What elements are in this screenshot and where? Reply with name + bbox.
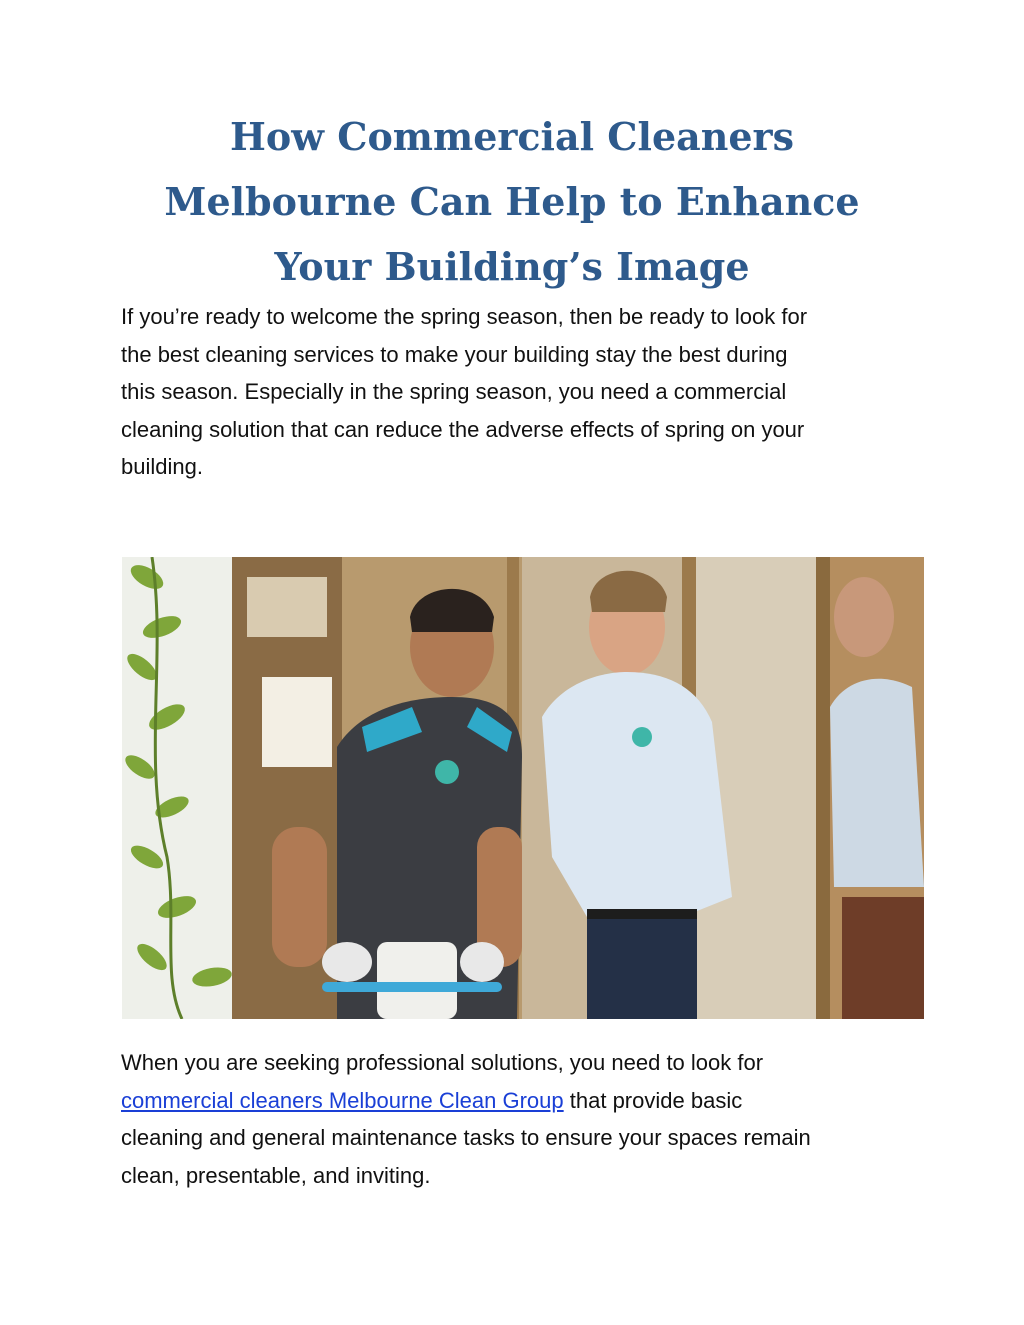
title-line-2: Melbourne Can Help to Enhance xyxy=(164,179,860,224)
intro-line-3: this season. Especially in the spring season, you need a commercial xyxy=(121,379,787,404)
photo-illustration xyxy=(122,557,924,1019)
commercial-cleaners-link[interactable]: commercial cleaners Melbourne Clean Group xyxy=(121,1087,564,1113)
body-line-4: clean, presentable, and inviting. xyxy=(121,1162,431,1188)
title-line-1: How Commercial Cleaners xyxy=(230,114,794,159)
cleaners-photo xyxy=(122,557,924,1019)
page-title xyxy=(100,104,924,299)
intro-paragraph xyxy=(121,298,911,486)
body-paragraph xyxy=(121,1044,911,1194)
intro-line-4: cleaning solution that can reduce the adverse effects of spring on your xyxy=(121,416,805,442)
intro-line-5: building. xyxy=(121,454,203,479)
title-line-3: Your Building’s Image xyxy=(274,244,750,289)
intro-line-1: If you’re ready to welcome the spring season, then be ready to look for xyxy=(121,304,808,329)
body-line-3: cleaning and general maintenance tasks to ensure your spaces remain xyxy=(121,1125,811,1150)
body-line-2 xyxy=(121,1082,911,1120)
body-line-1: When you are seeking professional solutions, you need to look for xyxy=(121,1050,764,1075)
intro-line-2: the best cleaning services to make your building stay the best during xyxy=(121,341,788,367)
body-line-2-rest: that provide basic xyxy=(563,1087,743,1113)
